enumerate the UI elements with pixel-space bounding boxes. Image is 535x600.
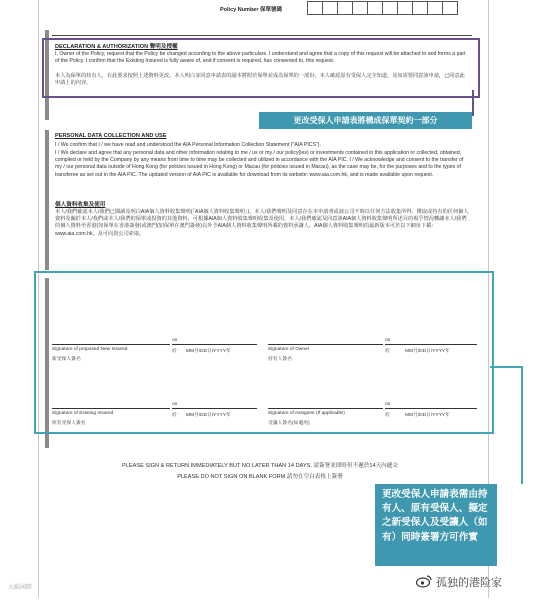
signature-line-new-insured[interactable]: [52, 344, 170, 345]
date-prefix: 於: [385, 413, 390, 418]
date-prefix: 於: [172, 413, 177, 418]
margin-bar: [45, 130, 49, 270]
date-line-existing-insured[interactable]: [172, 408, 257, 409]
date-format: MM月/DD日/YYYY年: [405, 413, 450, 418]
signature-label-existing-insured-zh: 原有受保人簽名: [52, 421, 86, 426]
date-format: MM月/DD日/YYYY年: [186, 349, 231, 354]
policy-number-label: Policy Number 保單號碼: [220, 7, 283, 13]
on-label: on: [385, 402, 391, 407]
signature-label-existing-insured: Signature of Existing Insured: [52, 411, 114, 416]
date-format: MM月/DD日/YYYY年: [405, 349, 450, 354]
callout-bottom: 更改受保人申請表需由持有人、原有受保人、擬定之新受保人及受讓人（如有）同時簽署方可作實: [375, 484, 497, 566]
signature-label-owner-zh: 持有人簽名: [268, 357, 292, 362]
signature-label-assignee-zh: 受讓人簽名(如適用): [268, 421, 310, 426]
signature-label-new-insured-zh: 新受保人簽名: [52, 357, 81, 362]
signature-line-assignee[interactable]: [268, 408, 383, 409]
personal-data-text-zh: 本人/我們確認本人/我們已閱讀及明白AIA個人資料收集聲明(「AIA個人資料收集聲明」)。本人/我們聲明及同意存在本申請書或該公司不時以任何方法收集所得、獲取或持有的任何個人資料及關於本人/我們或本人/我們的保單或投資的其他資料，可根據AIA個人資料收集聲明收集及使用。本人/我們確認及同意該AIA個人資料收集聲明所述目的視乎情況轉讓本人/我們的個人資料至香港(如保單在香港簽發)或澳門(如保單在澳門簽發)以外予AIA個人資料收集聲明所載的資料承讓人。AIA個人資料收集聲明的最新版本可於以下網址下載：www.aia.com.hk，及可向貴公司索取。: [55, 209, 469, 237]
personal-data-title: PERSONAL DATA COLLECTION AND USE: [55, 133, 167, 139]
signature-label-assignee: Signature of Assignee (If applicable): [268, 411, 345, 416]
personal-data-text-1: I / We confirm that I / we have read and understood the AIA Personal Information Collection Statement ("AIA PICS").: [55, 142, 321, 148]
callout-connector: [521, 366, 523, 484]
callout-connector: [472, 90, 474, 116]
date-format: MM月/DD日/YYYY年: [186, 413, 231, 418]
declaration-text-en: I, Owner of the Policy, request that the Policy be changed according to the above particulars. I understand and agree that a copy of this request will be attached to and forms a part of the Policy. I confirm that the Existing Insured is fully aware of, and if consent is required, has consented to, this request.: [55, 51, 466, 65]
watermark-right: 孤独的港险家: [436, 576, 502, 589]
weibo-logo-icon: [416, 574, 432, 593]
signature-label-new-insured: Signature of proposed New Insured: [52, 347, 128, 352]
date-line-new-insured[interactable]: [172, 344, 257, 345]
on-label: on: [172, 338, 178, 343]
signature-label-owner: Signature of Owner: [268, 347, 310, 352]
watermark-left: 大歐國際: [8, 585, 33, 591]
signature-line-existing-insured[interactable]: [52, 408, 170, 409]
personal-data-title-zh: 個人資料收集及使用: [55, 202, 106, 208]
on-label: on: [172, 402, 178, 407]
declaration-title: DECLARATION & AUTHORIZATION 聲明及授權: [55, 44, 178, 50]
footer-line-2: PLEASE DO NOT SIGN ON BLANK FORM 請勿在空白表格上簽署: [177, 474, 343, 480]
date-prefix: 於: [385, 349, 390, 354]
footer-line-1: PLEASE SIGN & RETURN IMMEDIATELY BUT NO LATER THAN 14 DAYS. 請簽署並即時但不遲於14天內遞交: [122, 463, 398, 469]
callout-connector: [490, 366, 523, 368]
personal-data-text-2: I / We declare and agree that any personal data and other information relating to me / us or my / our policy(ies) or investments contained in this application or collected, obtained, compiled or held by the Company by any means from time to time may be collected and utilized in accordance with the AIA PIC. I / We acknowledge and consent to the transfer of my / our personal data outside of Hong Kong (for policies issued in Hong Kong) or Macau (for policies issued in Macau), as the case may be, for the purposes and to the types of transferee as set out in the AIA PIC. The updated version of AIA PIC is available for download from its website: www.aia.com.hk, and is made available upon request.: [55, 150, 464, 178]
date-prefix: 於: [172, 349, 177, 354]
signature-line-owner[interactable]: [268, 344, 383, 345]
on-label: on: [385, 338, 391, 343]
date-line-owner[interactable]: [385, 344, 477, 345]
callout-top: 更改受保人申請表將構成保單契約一部分: [259, 112, 472, 129]
declaration-text-zh: 本人為保單的持有人，在此要求按照上述資料更改。本人明白並同意申請表的副本將附於保單並成為保單的一部份。本人確認原有受保人完全知道，及如需要同意該申請，已同意此申請上的內容。: [55, 73, 465, 87]
divider: [52, 35, 472, 36]
policy-number-boxes[interactable]: [308, 1, 458, 20]
date-line-assignee[interactable]: [385, 408, 477, 409]
